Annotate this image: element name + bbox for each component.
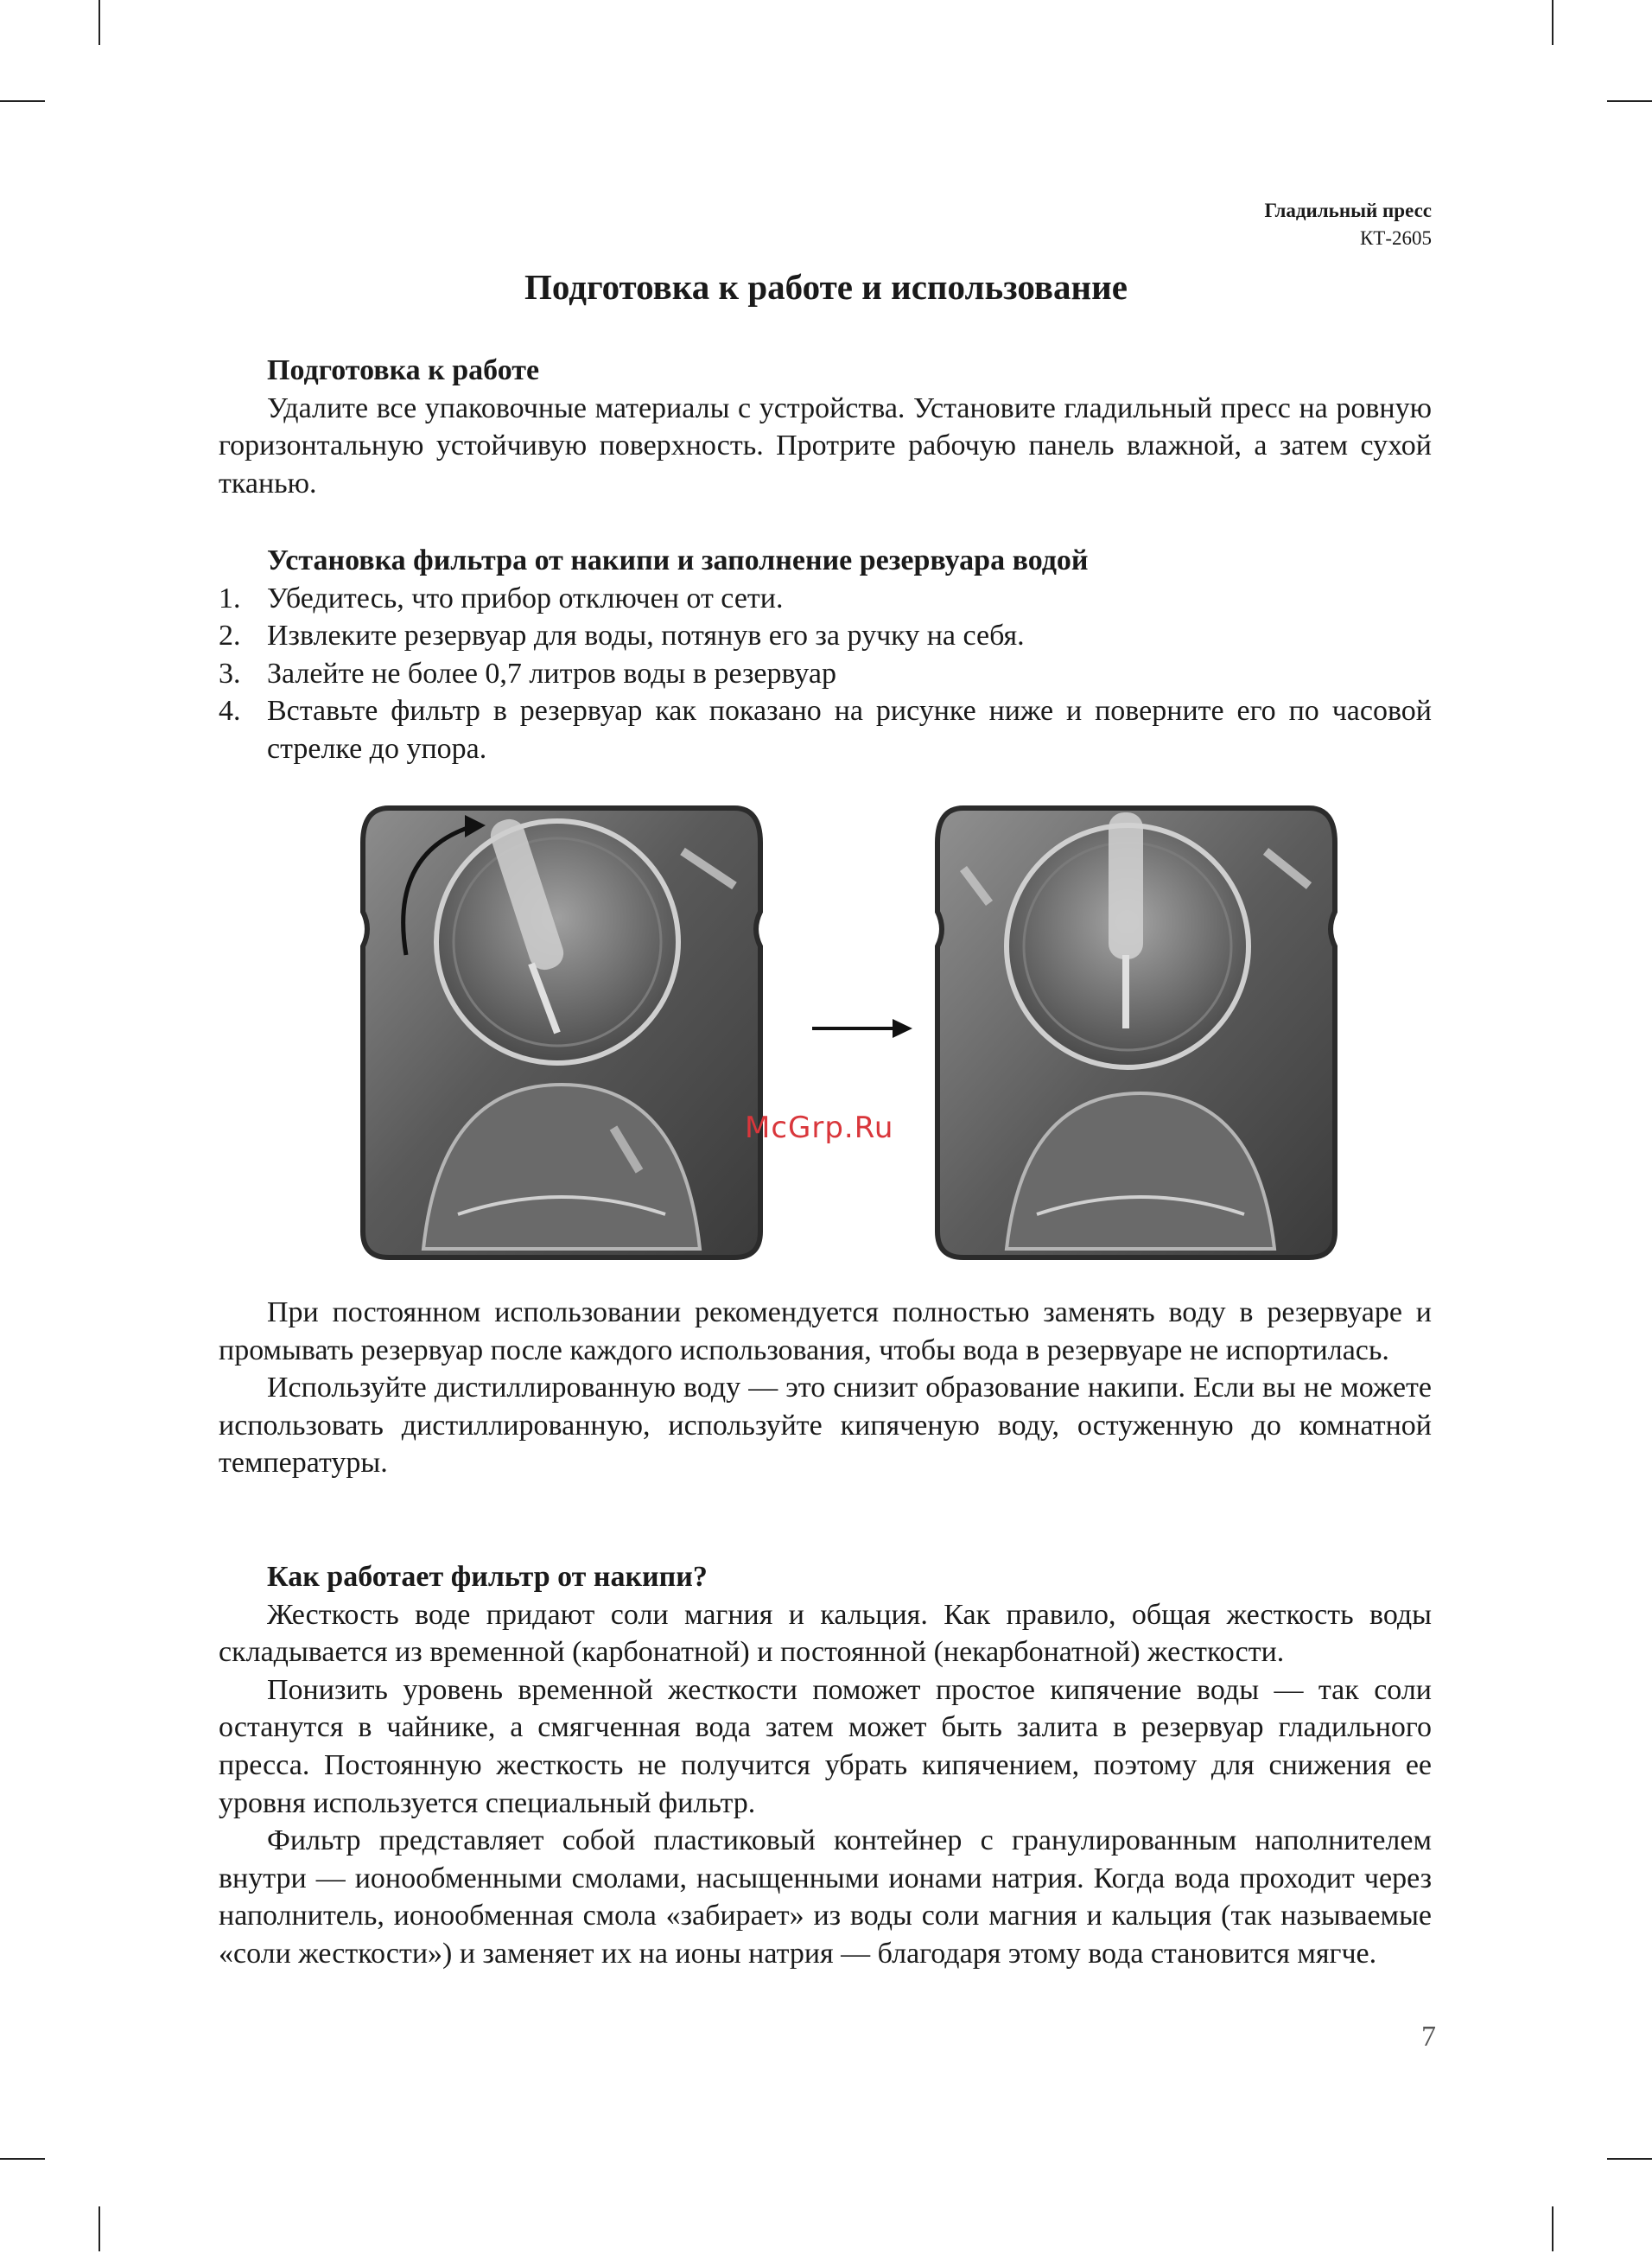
watermark: McGrp.Ru [745,1111,894,1145]
paragraph: Фильтр представляет собой пластиковый контейнер с гранулированным наполнителем внутри — ионообменными смолами, насыщенными ионами натрия. Когда вода проходит через наполнитель, ионообменная смола «забирает» из воды соли магния и кальция (так называемые «соли жесткости») и заменяет их на ионы натрия — благодаря этому вода становится мягче. [219,1824,1432,1970]
step-text: Вставьте фильтр в резервуар как показано на рисунке ниже и поверните его по часовой стрелке до упора. [267,695,1432,765]
tank-photo-before [354,799,769,1266]
tank-photo-after [929,799,1344,1266]
page-title: Подготовка к работе и использование [524,267,1128,307]
filter-installation-figure [354,799,1357,1266]
list-item [219,655,1432,693]
crop-mark [1607,100,1652,102]
list-item [219,617,1432,655]
header-model: КТ-2605 [1359,227,1432,249]
step-text: Убедитесь, что прибор отключен от сети. [267,582,784,614]
section-heading: Подготовка к работе [267,354,540,386]
water-tank-image [929,799,1344,1266]
crop-mark [0,100,45,102]
list-item [219,692,1432,767]
section-heading: Как работает фильтр от накипи? [267,1561,708,1593]
crop-mark [98,0,100,45]
crop-mark [0,2158,45,2160]
crop-mark [98,2206,100,2251]
step-number: 3. [219,657,241,690]
section-water-usage [219,1294,1432,1482]
list-item [219,580,1432,618]
section-filter-install [219,542,1432,768]
water-tank-image [354,799,769,1266]
arrow-right-icon [810,1015,914,1041]
step-number: 2. [219,620,241,653]
paragraph: Используйте дистиллированную воду — это снизит образование накипи. Если вы не можете использовать дистиллированную, используйте кипяченую воду, остуженную до комнатной температуры. [219,1372,1432,1480]
paragraph: Понизить уровень временной жесткости поможет простое кипячение воды — так соли останутся в чайнике, а смягченная вода затем может быть залита в резервуар гладильного пресса. Постоянную жесткость не получится убрать кипячением, поэтому для снижения ее уровня используется специальный фильтр. [219,1673,1432,1819]
section-filter-how-it-works [219,1558,1432,1973]
crop-mark [1552,2206,1554,2251]
page-number: 7 [1421,2021,1436,2053]
paragraph: Жесткость воде придают соли магния и кальция. Как правило, общая жесткость воды складывается из временной (карбонатной) и постоянной (некарбонатной) жесткости. [219,1598,1432,1669]
running-header [1264,197,1432,252]
step-text: Залейте не более 0,7 литров воды в резервуар [267,657,836,690]
steps-list [219,580,1432,768]
paragraph: Удалите все упаковочные материалы с устройства. Установите гладильный пресс на ровную горизонтальную устойчивую поверхность. Протрите рабочую панель влажной, а затем сухой тканью. [219,392,1432,500]
step-number: 1. [219,582,241,614]
header-product: Гладильный пресс [1264,200,1432,221]
step-text: Извлеките резервуар для воды, потянув его за ручку на себя. [267,620,1025,653]
step-number: 4. [219,695,241,728]
section-preparation [219,352,1432,502]
crop-mark [1607,2158,1652,2160]
paragraph: При постоянном использовании рекомендуется полностью заменять воду в резервуаре и промывать резервуар после каждого использования, чтобы вода в резервуаре не испортилась. [219,1296,1432,1366]
section-heading: Установка фильтра от накипи и заполнение резервуара водой [267,544,1089,576]
crop-mark [1552,0,1554,45]
